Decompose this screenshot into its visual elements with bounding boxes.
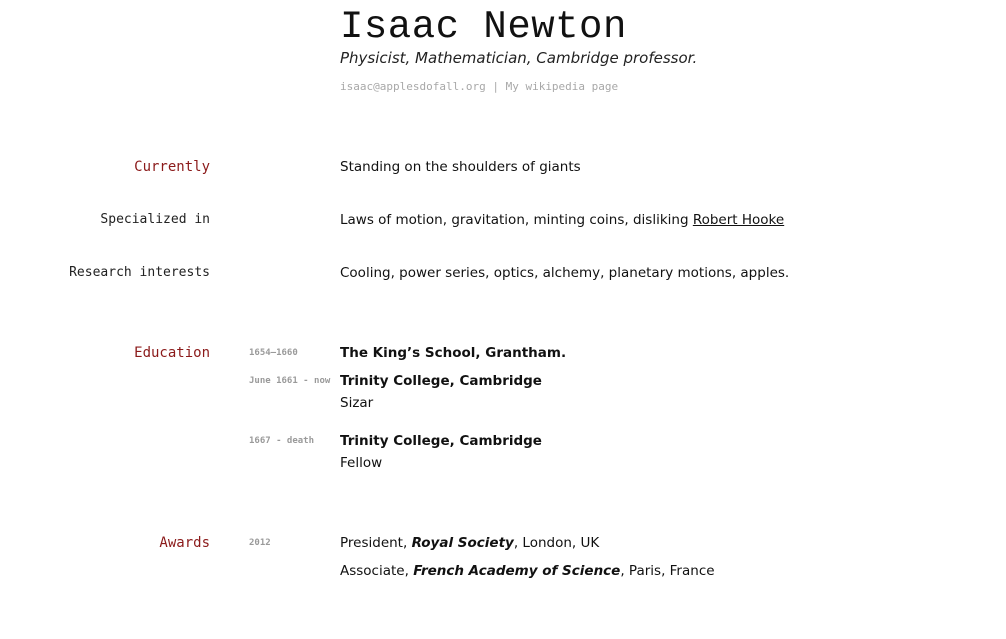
- research-text: Cooling, power series, optics, alchemy, planetary motions, apples.: [340, 265, 790, 281]
- wikipedia-link[interactable]: My wikipedia page: [505, 80, 619, 93]
- section-label-currently: Currently: [134, 159, 210, 175]
- education-title: Trinity College, Cambridge: [340, 373, 542, 389]
- specialized-text-body: Laws of motion, gravitation, minting coins, disliking: [340, 212, 693, 228]
- contact-line: [340, 79, 618, 94]
- currently-text: Standing on the shoulders of giants: [340, 159, 581, 175]
- education-date: 1667 - death: [249, 436, 315, 446]
- education-title: Trinity College, Cambridge: [340, 433, 542, 449]
- tagline: Physicist, Mathematician, Cambridge professor.: [340, 49, 698, 67]
- award-org: Royal Society: [411, 535, 514, 551]
- robert-hooke-link[interactable]: Robert Hooke: [692, 212, 785, 228]
- contact-separator: |: [492, 80, 499, 93]
- award-entry: [340, 534, 599, 552]
- award-org: French Academy of Science: [413, 563, 621, 579]
- education-detail: Fellow: [340, 455, 383, 471]
- section-label-education: Education: [134, 345, 210, 361]
- person-name: Isaac Newton: [340, 5, 627, 49]
- section-label-awards: Awards: [159, 535, 210, 551]
- specialized-text: [340, 211, 784, 229]
- education-date: June 1661 - now: [249, 376, 331, 386]
- award-place: , Paris, France: [620, 563, 715, 579]
- award-role: President,: [340, 535, 412, 551]
- email-link[interactable]: isaac@applesdofall.org: [340, 80, 486, 93]
- award-role: Associate,: [340, 563, 414, 579]
- section-label-specialized: Specialized in: [100, 212, 210, 227]
- education-title: The King’s School, Grantham.: [340, 345, 567, 361]
- education-date: 1654–1660: [249, 348, 298, 358]
- award-entry: [340, 562, 715, 580]
- award-place: , London, UK: [513, 535, 600, 551]
- section-label-research: Research interests: [69, 265, 210, 280]
- award-date: 2012: [249, 538, 271, 548]
- education-detail: Sizar: [340, 395, 374, 411]
